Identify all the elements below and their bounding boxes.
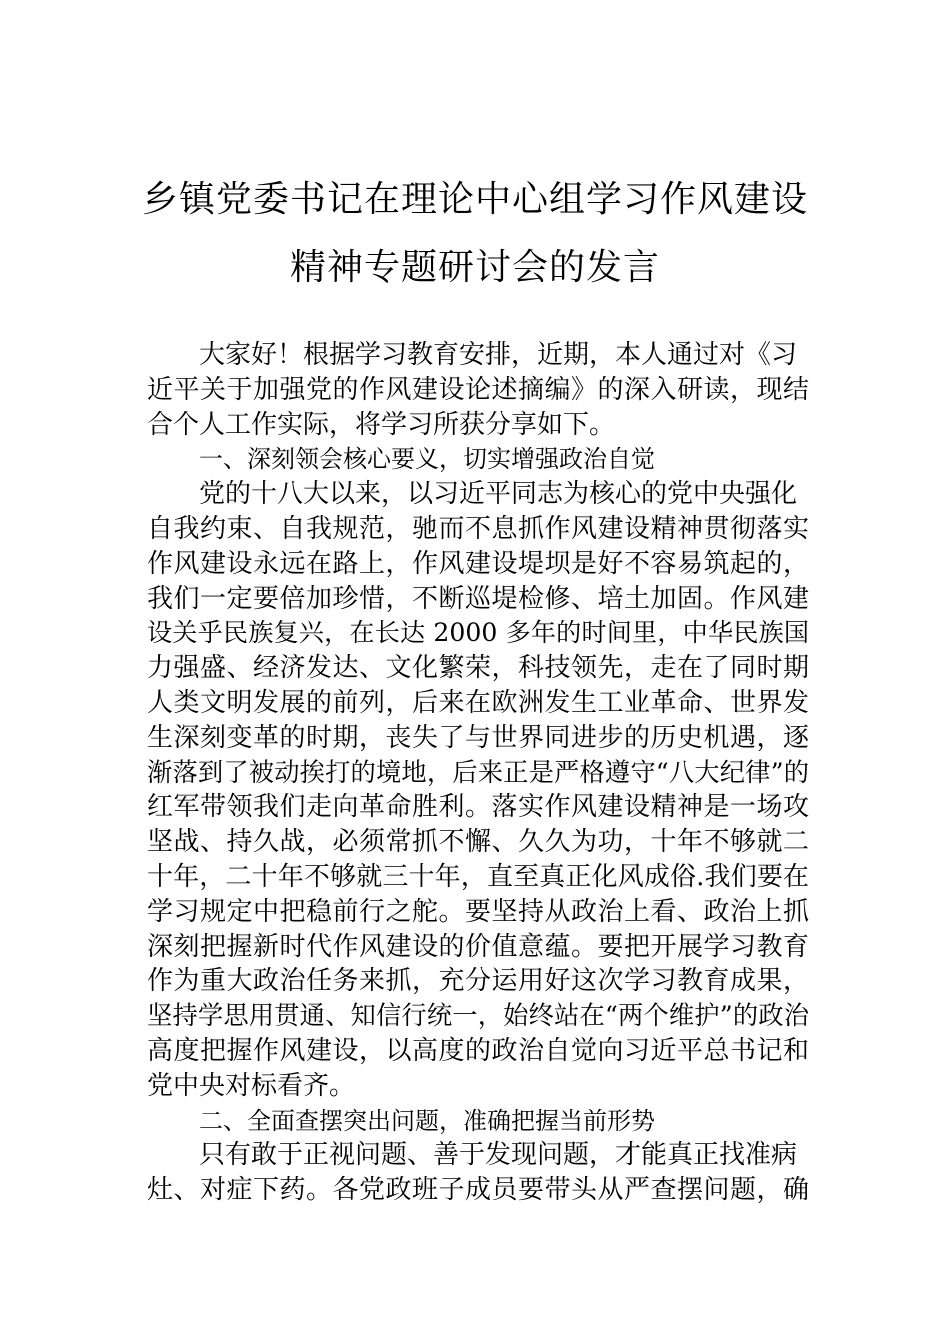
paragraph-line: 人类文明发展的前列，后来在欧洲发生工业革命、世界发 — [147, 687, 809, 718]
paragraph-line: 力强盛、经济发达、文化繁荣，科技领先，走在了同时期 — [147, 653, 809, 684]
paragraph-line: 生深刻变革的时期，丧失了与世界同进步的历史机遇，逐 — [147, 722, 809, 753]
paragraph-line: 作风建设永远在路上，作风建设堤坝是好不容易筑起的， — [147, 548, 809, 579]
paragraph-line: 党中央对标看齐。 — [147, 1070, 356, 1101]
paragraph-line: 学习规定中把稳前行之舵。要坚持从政治上看、政治上抓 — [147, 896, 809, 927]
document-body — [147, 338, 809, 1208]
paragraph-line: 渐落到了被动挨打的境地，后来正是严格遵守“八大纪律”的 — [147, 757, 809, 787]
paragraph-line: 只有敢于正视问题、善于发现问题，才能真正找准病 — [199, 1140, 798, 1171]
paragraph-line: 大家好！根据学习教育安排，近期，本人通过对《习 — [199, 340, 798, 370]
paragraph-line: 我们一定要倍加珍惜，不断巡堤检修、培土加固。作风建 — [147, 583, 809, 614]
document-title-line-2: 精神专题研讨会的发言 — [289, 247, 660, 288]
paragraph-line: 近平关于加强党的作风建设论述摘编》的深入研读，现结 — [147, 374, 809, 405]
section-heading: 二、全面查摆突出问题，准确把握当前形势 — [199, 1106, 655, 1135]
section-heading: 一、深刻领会核心要义，切实增强政治自觉 — [199, 445, 655, 474]
paragraph-line: 灶、对症下药。各党政班子成员要带头从严查摆问题，确 — [147, 1175, 809, 1206]
document-title-line-1: 乡镇党委书记在理论中心组学习作风建设 — [141, 179, 808, 220]
paragraph-line: 设关乎民族复兴，在长达 2000 多年的时间里，中华民族国 — [147, 618, 809, 648]
paragraph-line: 红军带领我们走向革命胜利。落实作风建设精神是一场攻 — [147, 792, 809, 823]
paragraph-line: 作为重大政治任务来抓，充分运用好这次学习教育成果， — [147, 966, 809, 997]
paragraph-line: 深刻把握新时代作风建设的价值意蕴。要把开展学习教育 — [147, 931, 809, 962]
paragraph-line: 坚战、持久战，必须常抓不懈、久久为功，十年不够就二 — [147, 827, 809, 858]
paragraph-line: 党的十八大以来，以习近平同志为核心的党中央强化 — [199, 479, 798, 510]
paragraph-line: 合个人工作实际，将学习所获分享如下。 — [147, 409, 616, 440]
paragraph-line: 自我约束、自我规范，驰而不息抓作风建设精神贯彻落实 — [147, 513, 809, 544]
paragraph-line: 坚持学思用贯通、知信行统一，始终站在“两个维护”的政治 — [147, 1001, 809, 1031]
paragraph-line: 十年，二十年不够就三十年，直至真正化风成俗.我们要在 — [147, 861, 809, 892]
paragraph-line: 高度把握作风建设，以高度的政治自觉向习近平总书记和 — [147, 1035, 809, 1066]
